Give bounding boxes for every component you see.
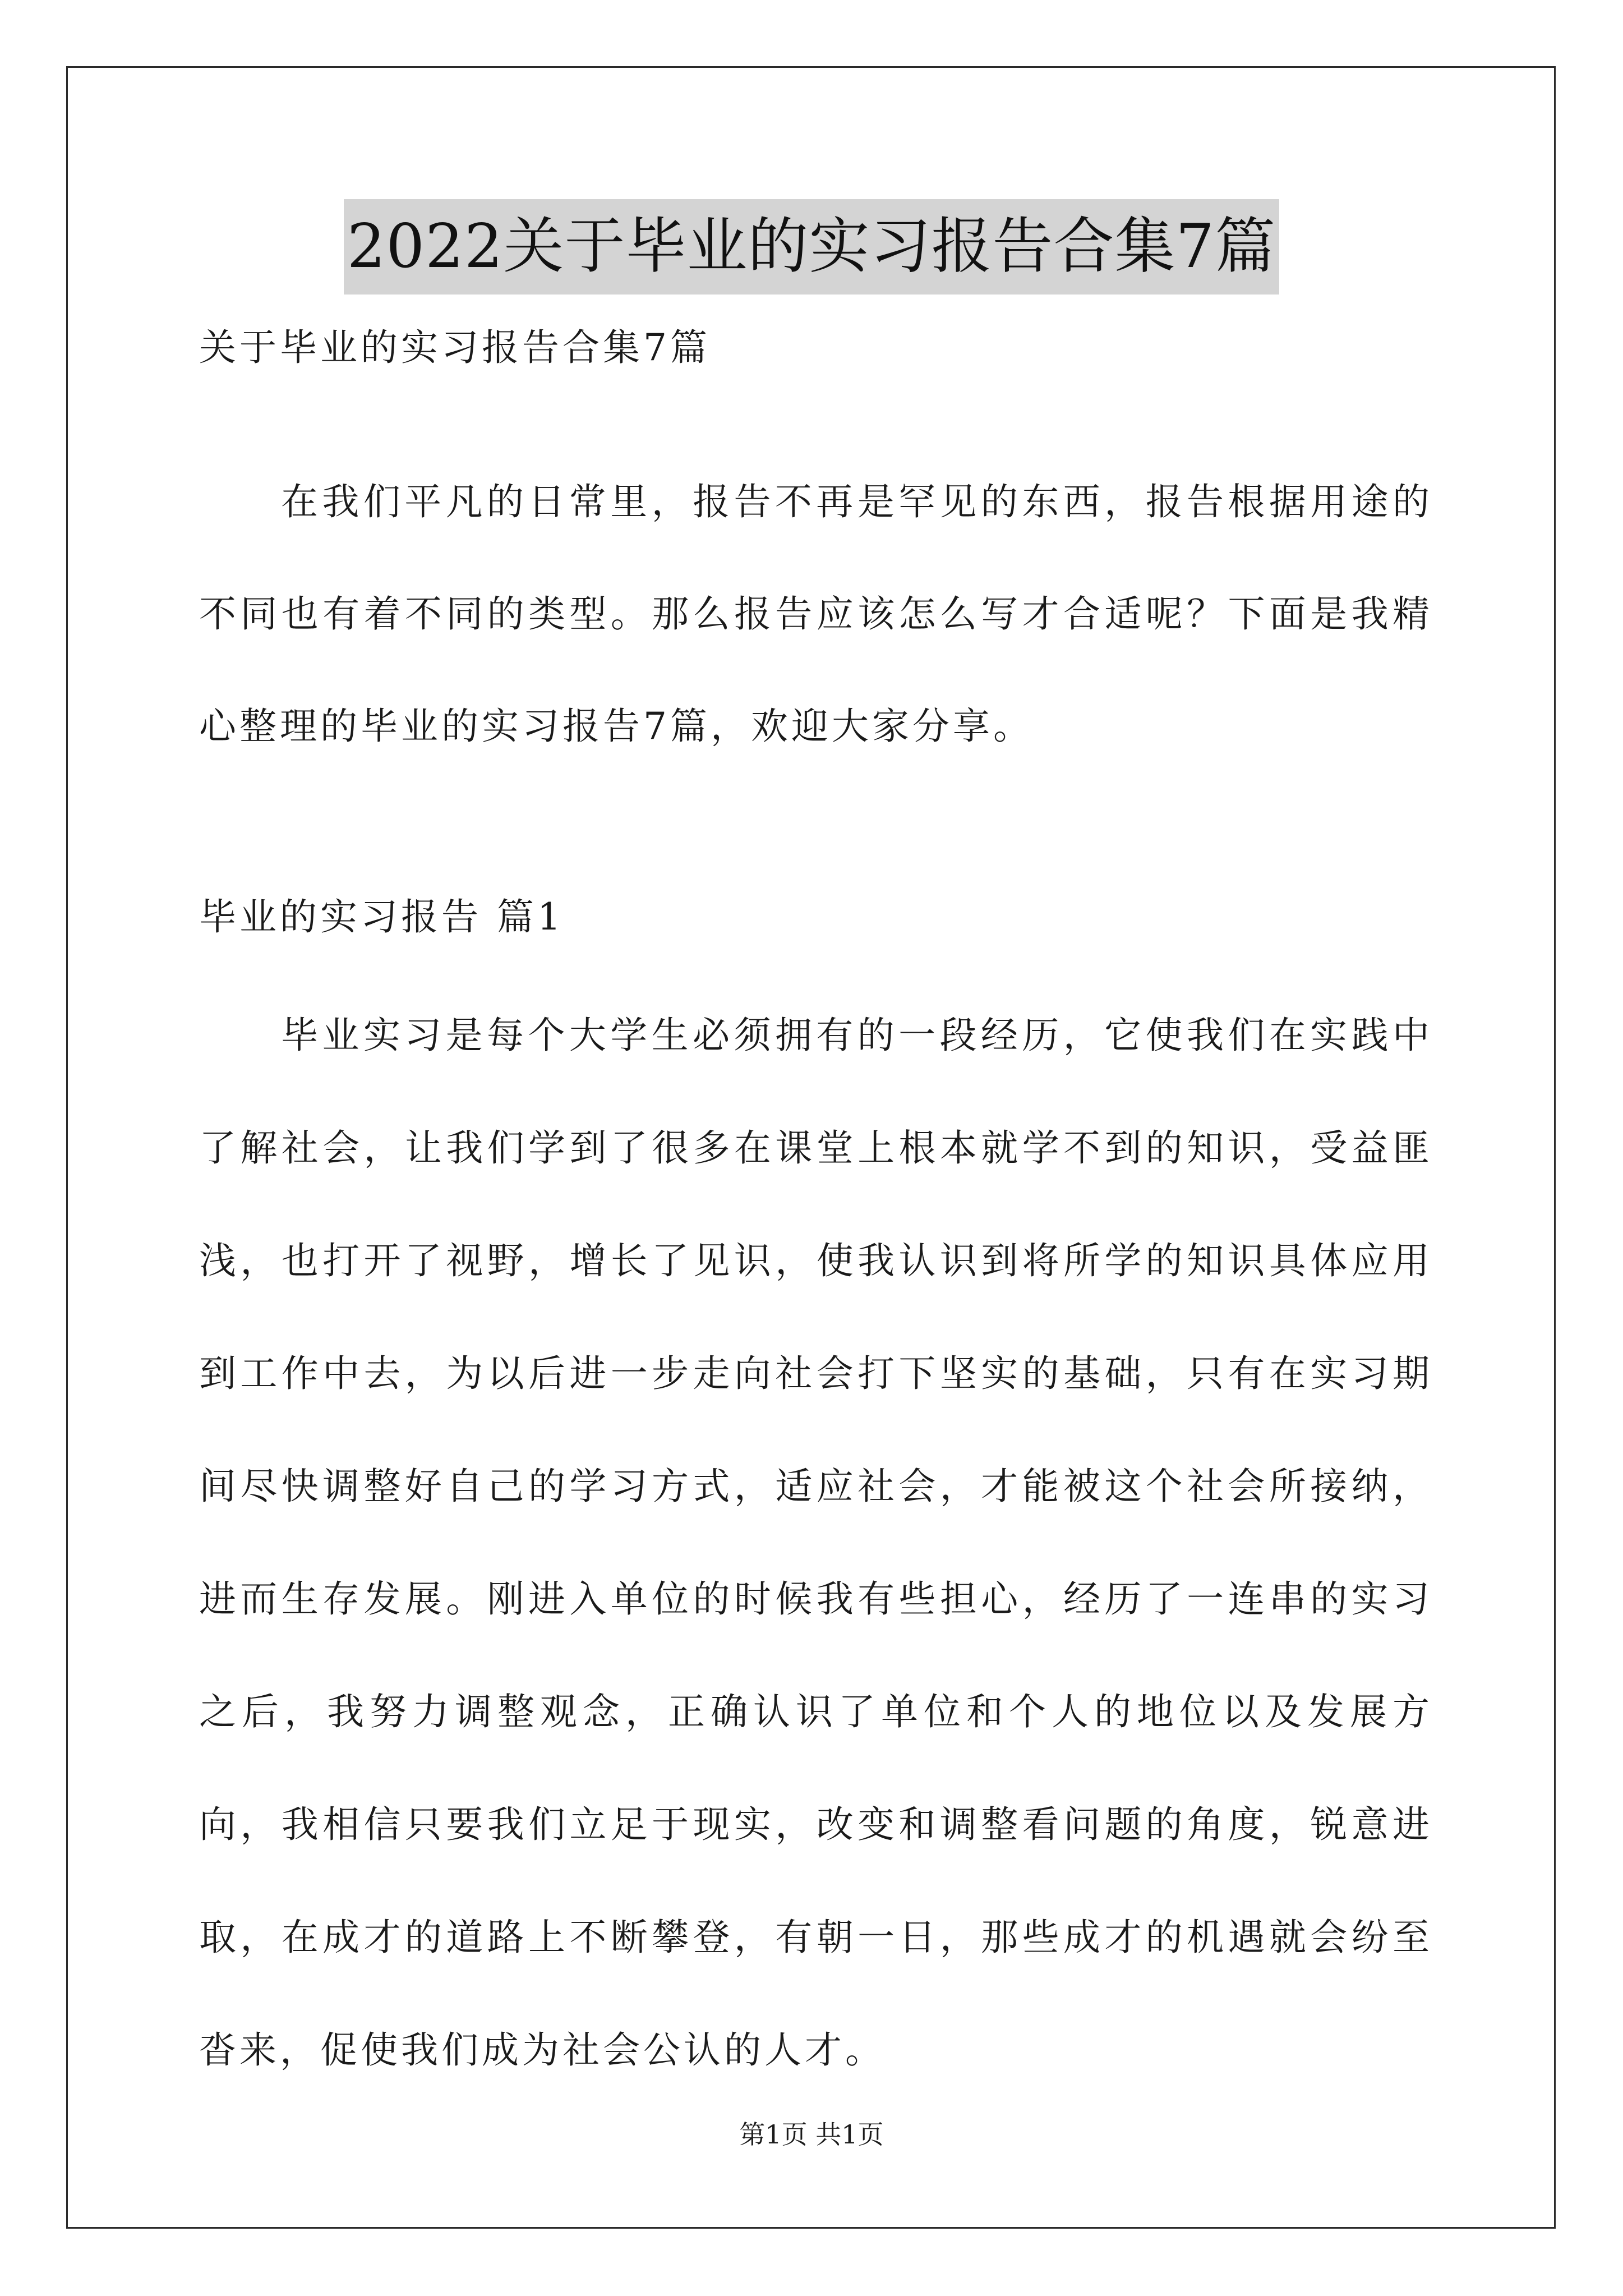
title-container: [0, 199, 1623, 295]
body-paragraph: 毕业实习是每个大学生必须拥有的一段经历，它使我们在实践中了解社会，让我们学到了很多在课堂上根本就学不到的知识，受益匪浅，也打开了视野，增长了见识，使我认识到将所学的知识具体应用到工作中去，为以后进一步走向社会打下坚实的基础，只有在实习期间尽快调整好自己的学习方式，适应社会，才能被这个社会所接纳，进而生存发展。刚进入单位的时候我有些担心，经历了一连串的实习之后，我努力调整观念，正确认识了单位和个人的地位以及发展方向，我相信只要我们立足于现实，改变和调整看问题的角度，锐意进取，在成才的道路上不断攀登，有朝一日，那些成才的机遇就会纷至沓来，促使我们成为社会公认的人才。: [199, 1014, 1433, 2072]
intro-paragraph: 在我们平凡的日常里，报告不再是罕见的东西，报告根据用途的不同也有着不同的类型。那么报告应该怎么写才合适呢？下面是我精心整理的毕业的实习报告7篇，欢迎大家分享。: [199, 480, 1433, 748]
page-footer: 第1页 共1页: [739, 2119, 884, 2150]
document-title: 2022关于毕业的实习报告合集7篇: [344, 199, 1280, 295]
section-heading: 毕业的实习报告 篇1: [199, 895, 564, 938]
document-subtitle: 关于毕业的实习报告合集7篇: [199, 326, 711, 369]
